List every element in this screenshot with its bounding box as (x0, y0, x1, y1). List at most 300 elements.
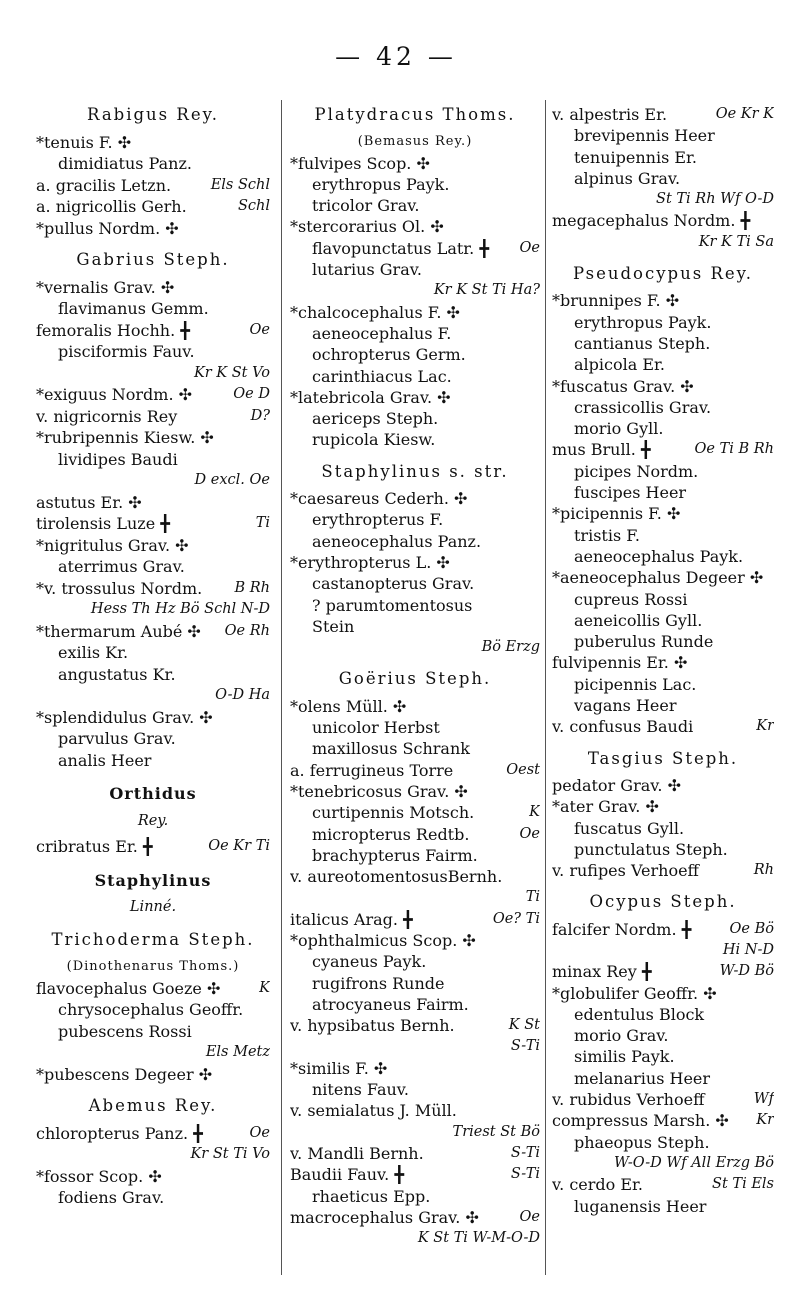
entry-text: *tenebricosus Grav. ✣ (290, 781, 468, 801)
entry-text: macrocephalus Grav. ✣ (290, 1207, 479, 1227)
species-entry (552, 439, 774, 460)
entry-text: ochropterus Germ. (312, 345, 466, 365)
entry-text: rupicola Kiesw. (312, 430, 436, 450)
species-entry (552, 775, 774, 796)
entry-text: v. rubidus Verhoeff (552, 1090, 705, 1110)
species-entry (36, 196, 270, 218)
synonym-entry (552, 1068, 774, 1089)
synonym-entry (290, 259, 540, 280)
synonym-entry (552, 1046, 774, 1067)
genus-heading (552, 891, 774, 912)
entry-text: aeneocephalus Payk. (574, 546, 744, 566)
synonym-entry (552, 1132, 774, 1153)
entry-text: pisciformis Fauv. (58, 342, 195, 361)
distribution-tag: Ti (253, 513, 270, 535)
synonym-entry (36, 728, 270, 750)
distribution-line (290, 637, 540, 658)
entry-text: *v. trossulus Nordm. (36, 578, 203, 598)
synonym-entry (552, 674, 774, 695)
distribution-line (552, 940, 774, 961)
entry-text: puberulus Runde (574, 632, 714, 652)
entry-text: K St Ti W-M-O-D (417, 1230, 540, 1247)
column-right (552, 104, 774, 1217)
distribution-tag: S-Ti (508, 1143, 540, 1164)
synonym-entry (552, 418, 774, 439)
distribution-line (36, 1042, 270, 1064)
distribution-line (290, 1228, 540, 1249)
synonym-entry (290, 616, 540, 637)
entry-text: atrocyaneus Fairm. (312, 994, 469, 1014)
entry-text: v. semialatus J. Müll. (290, 1101, 457, 1121)
synonym-entry (36, 341, 270, 363)
species-entry (290, 552, 540, 573)
distribution-tag: K (526, 802, 540, 823)
entry-text: luganensis Heer (574, 1196, 707, 1216)
synonym-entry (552, 168, 774, 189)
entry-text: a. gracilis Letzn. (36, 175, 172, 195)
genus-heading-bold (36, 870, 270, 892)
entry-text: compressus Marsh. ✣ (552, 1111, 729, 1131)
entry-text: Hess Th Hz Bö Schl N-D (90, 601, 270, 617)
entry-text: *splendidulus Grav. ✣ (36, 707, 213, 727)
entry-text: v. hypsibatus Bernh. (290, 1016, 455, 1036)
entry-text: O-D Ha (215, 687, 270, 703)
entry-text: *nigritulus Grav. ✣ (36, 535, 189, 555)
genus-heading (36, 249, 270, 271)
synonym-entry (290, 174, 540, 195)
entry-text: *stercorarius Ol. ✣ (290, 217, 444, 237)
entry-text: aeneicollis Gyll. (574, 610, 703, 630)
synonym-entry (290, 973, 540, 994)
synonym-entry (290, 595, 540, 616)
entry-text: aeneocephalus F. (312, 323, 452, 343)
entry-text: tristis F. (574, 525, 640, 545)
distribution-tag: D? (248, 406, 270, 428)
species-entry (552, 503, 774, 524)
species-entry (290, 1164, 540, 1185)
species-entry (290, 488, 540, 509)
entry-text: Linné. (129, 899, 177, 915)
distribution-tag: Oe? Ti (490, 909, 540, 930)
entry-text: Tasgius Steph. (587, 748, 739, 768)
entry-text: parvulus Grav. (58, 729, 176, 748)
entry-text: exilis Kr. (58, 643, 129, 662)
synonym-entry (290, 738, 540, 759)
distribution-tag: W-D Bö (717, 961, 774, 982)
entry-text: flavimanus Gemm. (58, 299, 209, 318)
entry-text: morio Gyll. (574, 419, 664, 439)
species-entry (552, 796, 774, 817)
column-left (36, 104, 270, 1209)
genus-heading (290, 668, 540, 689)
entry-text: Gabrius Steph. (76, 250, 230, 269)
entry-text: v. aureotomentosusBernh. (290, 867, 503, 887)
entry-text: *olens Müll. ✣ (290, 696, 407, 716)
synonym-entry (290, 994, 540, 1015)
entry-text: Ocypus Steph. (589, 892, 737, 912)
synonym-entry (552, 818, 774, 839)
entry-text: a. ferrugineus Torre (290, 760, 454, 780)
entry-text: carinthiacus Lac. (312, 366, 452, 386)
synonym-entry (552, 1196, 774, 1217)
species-entry (36, 406, 270, 428)
entry-text: castanopterus Grav. (312, 574, 475, 594)
synonym-entry (552, 333, 774, 354)
entry-text: erythropterus F. (312, 510, 444, 530)
species-entry (552, 376, 774, 397)
species-entry (552, 961, 774, 982)
distribution-tag: Els Schl (208, 175, 270, 197)
distribution-tag: Schl (235, 196, 270, 218)
entry-text: Triest St Bö (452, 1123, 540, 1140)
entry-text: *similis F. ✣ (290, 1058, 388, 1078)
species-entry (36, 1123, 270, 1145)
entry-text: picipennis Lac. (574, 674, 697, 694)
species-entry (36, 384, 270, 406)
entry-text: *tenuis F. ✣ (36, 132, 132, 152)
entry-text: chrysocephalus Geoffr. (58, 1000, 244, 1019)
species-entry (290, 909, 540, 930)
synonym-entry (290, 238, 540, 259)
entry-text: *latebricola Grav. ✣ (290, 387, 451, 407)
entry-text: punctulatus Steph. (574, 839, 728, 859)
entry-text: falcifer Nordm. ╋ (552, 919, 692, 939)
entry-text: aterrimus Grav. (58, 557, 185, 576)
entry-text: (Dinothenarus Thoms.) (66, 959, 240, 974)
distribution-line (36, 685, 270, 707)
synonym-entry (552, 589, 774, 610)
entry-text: *fuscatus Grav. ✣ (552, 376, 694, 396)
entry-text: fulvipennis Er. ✣ (552, 653, 688, 673)
entry-text: v. confusus Baudi (552, 717, 694, 737)
entry-text: mus Brull. ╋ (552, 440, 651, 460)
entry-text: rhaeticus Epp. (312, 1186, 431, 1206)
entry-text: pubescens Rossi (58, 1021, 192, 1041)
entry-text: Kr K St Vo (193, 364, 270, 381)
entry-text: *thermarum Aubé ✣ (36, 621, 201, 641)
synonym-entry (290, 195, 540, 216)
entry-text: pedator Grav. ✣ (552, 775, 681, 795)
species-entry (36, 621, 270, 643)
entry-text: tricolor Grav. (312, 196, 420, 216)
species-entry (290, 1058, 540, 1079)
synonym-entry (552, 525, 774, 546)
entry-text: picipes Nordm. (574, 461, 699, 481)
synonym-entry (290, 573, 540, 594)
synonym-entry (552, 461, 774, 482)
entry-text: dimidiatus Panz. (58, 154, 192, 173)
entry-text: brevipennis Heer (574, 126, 715, 146)
species-entry (552, 919, 774, 940)
entry-text: *ater Grav. ✣ (552, 797, 659, 817)
synonym-entry (36, 298, 270, 320)
species-entry (36, 1166, 270, 1188)
species-entry (36, 218, 270, 240)
entry-text: Abemus Rey. (88, 1096, 218, 1115)
entry-text: cantianus Steph. (574, 333, 711, 353)
synonym-entry (36, 1187, 270, 1209)
entry-text: *picipennis F. ✣ (552, 504, 681, 524)
entry-text: cribratus Er. ╋ (36, 837, 153, 856)
entry-text: Kr K Ti Sa (698, 233, 774, 250)
species-entry (290, 387, 540, 408)
synonym-entry (552, 354, 774, 375)
synonym-entry (36, 750, 270, 772)
species-entry (290, 1207, 540, 1228)
entry-text: v. Mandli Bernh. (290, 1143, 424, 1163)
genus-heading (552, 263, 774, 284)
species-entry (552, 983, 774, 1004)
entry-text: Orthidus (109, 784, 197, 803)
entry-text: *pubescens Degeer ✣ (36, 1064, 213, 1084)
distribution-line (552, 189, 774, 210)
genus-heading (290, 104, 540, 125)
species-entry (36, 320, 270, 342)
synonym-entry (552, 482, 774, 503)
synonym-entry (552, 125, 774, 146)
synonym-entry (290, 366, 540, 387)
entry-text: nitens Fauv. (312, 1080, 410, 1100)
synonym-entry (552, 312, 774, 333)
entry-text: lutarius Grav. (312, 260, 422, 280)
entry-text: *erythropterus L. ✣ (290, 552, 450, 572)
entry-text: unicolor Herbst (312, 718, 440, 738)
distribution-tag: Oe Kr K (713, 104, 774, 125)
species-entry (36, 277, 270, 299)
distribution-tag: S-Ti (508, 1164, 540, 1185)
entry-text: astutus Er. ✣ (36, 492, 142, 512)
synonym-entry (290, 1186, 540, 1207)
synonym-entry (290, 845, 540, 866)
distribution-line (36, 1144, 270, 1166)
synonym-entry (36, 153, 270, 175)
entry-text: Kr St Ti Vo (190, 1146, 270, 1162)
entry-text: femoralis Hochh. ╋ (36, 320, 190, 340)
entry-text: aeneocephalus Panz. (312, 531, 482, 551)
entry-text: italicus Arag. ╋ (290, 909, 413, 929)
entry-text: Pseudocypus Rey. (572, 264, 754, 284)
entry-text: aericeps Steph. (312, 409, 439, 429)
entry-text: Platydracus Thoms. (314, 105, 516, 124)
species-entry (290, 1015, 540, 1036)
entry-text: *rubripennis Kiesw. ✣ (36, 428, 214, 447)
entry-text: tenuipennis Er. (574, 147, 698, 167)
synonym-entry (552, 1004, 774, 1025)
synonym-entry (290, 429, 540, 450)
entry-text: St Ti Rh Wf O-D (656, 191, 774, 208)
species-entry (36, 836, 270, 858)
entry-text: minax Rey ╋ (552, 962, 652, 982)
distribution-tag: Oe D (230, 384, 270, 406)
species-entry (36, 707, 270, 729)
synonym-entry (552, 631, 774, 652)
entry-text: cupreus Rossi (574, 589, 688, 609)
species-entry (36, 492, 270, 514)
synonym-entry (36, 556, 270, 578)
column-middle (290, 104, 540, 1249)
entry-text: maxillosus Schrank (312, 739, 470, 759)
genus-heading (290, 461, 540, 482)
synonym-entry (552, 546, 774, 567)
species-entry (290, 153, 540, 174)
species-entry (552, 652, 774, 673)
entry-text: *aeneocephalus Degeer ✣ (552, 568, 764, 588)
entry-text: W-O-D Wf All Erzg Bö (614, 1154, 774, 1171)
entry-text: *vernalis Grav. ✣ (36, 277, 175, 297)
page-number: — 42 — (335, 42, 457, 71)
entry-text: S-Ti (510, 1038, 540, 1055)
species-entry (36, 513, 270, 535)
genus-heading (36, 929, 270, 951)
genus-heading (36, 104, 270, 126)
distribution-tag: K St (506, 1015, 540, 1036)
entry-text: lividipes Baudi (58, 449, 178, 469)
entry-text: *ophthalmicus Scop. ✣ (290, 930, 476, 950)
entry-text: curtipennis Motsch. (312, 803, 475, 823)
distribution-line (36, 470, 270, 492)
entry-text: *globulifer Geoffr. ✣ (552, 983, 717, 1003)
entry-text: *fulvipes Scop. ✣ (290, 153, 430, 173)
species-entry (290, 866, 540, 887)
entry-text: (Bemasus Rey.) (357, 134, 473, 150)
entry-text: rugifrons Runde (312, 973, 445, 993)
species-entry (36, 427, 270, 449)
species-entry (290, 781, 540, 802)
entry-text: morio Grav. (574, 1026, 669, 1046)
species-entry (552, 716, 774, 737)
synonym-entry (290, 802, 540, 823)
distribution-tag: K (256, 978, 270, 1000)
column-divider-right (545, 100, 546, 1275)
author-line (36, 897, 270, 919)
entry-text: v. nigricornis Rey (36, 406, 178, 426)
entry-text: Els Metz (205, 1044, 270, 1060)
entry-text: flavopunctatus Latr. ╋ (312, 238, 489, 258)
species-entry (36, 1064, 270, 1086)
species-entry (290, 760, 540, 781)
species-entry (36, 132, 270, 154)
entry-text: cyaneus Payk. (312, 952, 427, 972)
entry-text: Goërius Steph. (338, 669, 492, 689)
entry-text: Baudii Fauv. ╋ (290, 1165, 404, 1185)
entry-text: alpinus Grav. (574, 168, 681, 188)
species-entry (290, 302, 540, 323)
entry-text: Bö Erzg (481, 639, 540, 656)
species-entry (290, 1143, 540, 1164)
synonym-entry (552, 610, 774, 631)
synonym-entry (290, 824, 540, 845)
distribution-tag: Oest (503, 760, 540, 781)
entry-text: edentulus Block (574, 1004, 705, 1024)
species-entry (290, 930, 540, 951)
distribution-tag: Oe (517, 824, 540, 845)
entry-text: fuscipes Heer (574, 483, 687, 503)
distribution-line (290, 280, 540, 301)
synonym-entry (552, 1025, 774, 1046)
entry-text: brachypterus Fairm. (312, 845, 478, 865)
synonym-entry (36, 999, 270, 1021)
species-entry (36, 978, 270, 1000)
distribution-tag: Oe (247, 320, 270, 342)
synonym-entry (36, 449, 270, 471)
synonym-entry (36, 664, 270, 686)
synonym-entry (36, 1021, 270, 1043)
entry-text: D excl. Oe (194, 472, 270, 488)
entry-text: *pullus Nordm. ✣ (36, 218, 179, 238)
synonym-entry (36, 642, 270, 664)
species-entry (552, 1174, 774, 1195)
entry-text: alpicola Er. (574, 355, 666, 375)
entry-text: tirolensis Luze ╋ (36, 514, 170, 533)
distribution-tag: Oe (517, 1207, 540, 1228)
distribution-tag: Oe Rh (222, 621, 270, 643)
species-entry (290, 1100, 540, 1121)
entry-text: micropterus Redtb. (312, 824, 470, 844)
species-entry (36, 175, 270, 197)
distribution-line (36, 599, 270, 621)
entry-text: Rey. (137, 812, 169, 829)
species-entry (290, 216, 540, 237)
entry-text: angustatus Kr. (58, 664, 176, 684)
column-divider-left (281, 100, 282, 1275)
entry-text: *caesareus Cederh. ✣ (290, 489, 468, 509)
entry-text: flavocephalus Goeze ✣ (36, 978, 221, 998)
synonym-entry (290, 408, 540, 429)
distribution-tag: Oe (247, 1123, 270, 1145)
distribution-line (552, 232, 774, 253)
entry-text: Trichoderma Steph. (51, 929, 255, 949)
entry-text: melanarius Heer (574, 1068, 711, 1088)
entry-text: Hi N-D (722, 941, 774, 958)
entry-text: fodiens Grav. (58, 1188, 165, 1207)
subgenus-note (290, 131, 540, 152)
distribution-tag: Oe Ti B Rh (691, 439, 774, 460)
entry-text: Staphylinus s. str. (321, 461, 509, 481)
distribution-tag: B Rh (231, 578, 270, 600)
genus-heading-bold (36, 783, 270, 805)
distribution-line (290, 887, 540, 908)
author-line (36, 811, 270, 833)
subgenus-note (36, 956, 270, 978)
entry-text: v. cerdo Er. (552, 1175, 644, 1195)
synonym-entry (552, 839, 774, 860)
entry-text: chloropterus Panz. ╋ (36, 1123, 203, 1143)
synonym-entry (290, 509, 540, 530)
distribution-tag: Rh (751, 860, 774, 881)
entry-text: ? parumtomentosus (312, 595, 473, 615)
entry-text: vagans Heer (574, 696, 677, 716)
distribution-tag: Wf (751, 1089, 774, 1110)
synonym-entry (290, 344, 540, 365)
distribution-tag: Oe (517, 238, 540, 259)
distribution-tag: Kr (753, 716, 774, 737)
synonym-entry (290, 951, 540, 972)
species-entry (552, 567, 774, 588)
entry-text: fuscatus Gyll. (574, 818, 685, 838)
entry-text: Staphylinus (94, 870, 212, 890)
species-entry (552, 104, 774, 125)
distribution-line (290, 1122, 540, 1143)
species-entry (552, 1089, 774, 1110)
synonym-entry (290, 1079, 540, 1100)
distribution-line (552, 1153, 774, 1174)
species-entry (36, 535, 270, 557)
species-entry (290, 696, 540, 717)
distribution-line (290, 1036, 540, 1057)
distribution-tag: Kr (753, 1110, 774, 1131)
synonym-entry (290, 717, 540, 738)
synonym-entry (552, 695, 774, 716)
